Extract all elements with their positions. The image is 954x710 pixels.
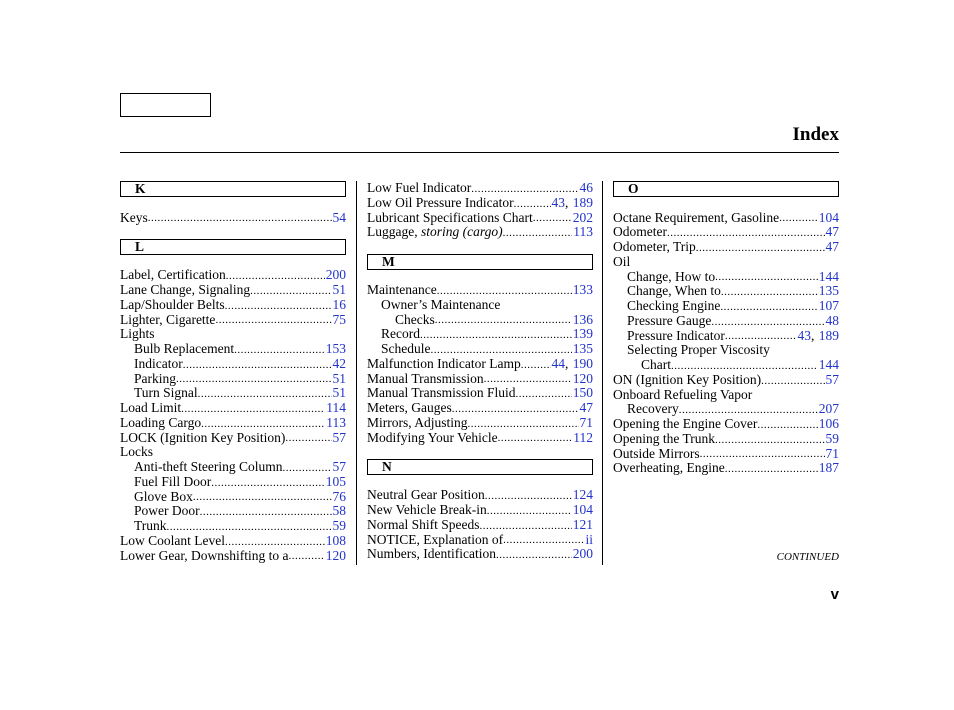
- page-link[interactable]: 133: [572, 282, 593, 297]
- page-link[interactable]: 104: [818, 209, 839, 225]
- page-link[interactable]: 76: [332, 488, 346, 504]
- page-link[interactable]: 104: [572, 502, 593, 517]
- index-entry[interactable]: Odometer, Trip ..... 47: [613, 240, 839, 255]
- page-link[interactable]: 43: [551, 194, 565, 210]
- index-entry[interactable]: Maintenance ..... 133: [367, 283, 593, 298]
- index-entry[interactable]: Lighter, Cigarette ..... 75: [120, 313, 346, 328]
- index-entry[interactable]: LOCK (Ignition Key Position) ..... 57: [120, 431, 346, 446]
- index-subentry[interactable]: Bulb Replacement ..... 153: [120, 342, 346, 357]
- letter-header-l: L: [120, 239, 346, 255]
- page-link[interactable]: 106: [818, 416, 839, 431]
- index-group-label: Lights: [120, 326, 155, 342]
- page-link[interactable]: 150: [572, 385, 593, 401]
- index-entry[interactable]: Overheating, Engine ..... 187: [613, 461, 839, 476]
- page-link[interactable]: 112: [573, 429, 593, 445]
- index-subentry[interactable]: Record ..... 139: [367, 327, 593, 342]
- index-entry[interactable]: Lap/Shoulder Belts ..... 16: [120, 298, 346, 313]
- index-entry[interactable]: Octane Requirement, Gasoline ..... 104: [613, 211, 839, 226]
- page-link[interactable]: 48: [825, 312, 839, 328]
- page-link[interactable]: 16: [332, 296, 346, 312]
- index-entry[interactable]: Manual Transmission ..... 120: [367, 372, 593, 387]
- column-divider-1: [356, 181, 357, 565]
- index-group-label: Onboard Refueling Vapor: [613, 386, 753, 402]
- index-subentry[interactable]: Glove Box ..... 76: [120, 490, 346, 505]
- index-column-2: [367, 181, 593, 562]
- index-entry[interactable]: Keys ..... 54: [120, 211, 346, 226]
- page-link[interactable]: 43: [797, 327, 811, 343]
- index-entry[interactable]: Low Coolant Level ..... 108: [120, 534, 346, 549]
- letter-header-n: N: [367, 459, 593, 475]
- header-rule: [120, 152, 839, 153]
- index-subentry[interactable]: Change, How to ..... 144: [613, 270, 839, 285]
- index-subentry[interactable]: Indicator ..... 42: [120, 357, 346, 372]
- page-link[interactable]: 114: [326, 400, 346, 415]
- page-link[interactable]: 57: [825, 371, 839, 387]
- page-link[interactable]: 44: [551, 355, 565, 371]
- index-subentry[interactable]: Checks ..... 136: [367, 313, 593, 328]
- page-link[interactable]: 124: [572, 487, 593, 503]
- page-link[interactable]: 153: [325, 341, 346, 356]
- page-link[interactable]: 190: [572, 355, 593, 371]
- page-link[interactable]: 57: [332, 459, 346, 474]
- index-entry[interactable]: Lower Gear, Downshifting to a ..... 120: [120, 549, 346, 564]
- page-link[interactable]: 59: [825, 430, 839, 446]
- index-subentry[interactable]: Checking Engine ..... 107: [613, 299, 839, 314]
- page-link[interactable]: 51: [332, 385, 346, 401]
- index-column-3: [613, 181, 839, 476]
- page-link[interactable]: 107: [818, 298, 839, 313]
- index-entry[interactable]: Odometer ..... 47: [613, 225, 839, 240]
- page-link[interactable]: 108: [325, 532, 346, 548]
- page-link[interactable]: 139: [572, 326, 593, 342]
- index-entry[interactable]: Lane Change, Signaling ..... 51: [120, 283, 346, 298]
- index-entry[interactable]: ON (Ignition Key Position) ..... 57: [613, 373, 839, 388]
- continued-note: CONTINUED: [776, 551, 839, 563]
- index-group-label: Locks: [120, 444, 153, 460]
- index-entry[interactable]: Lubricant Specifications Chart ..... 202: [367, 211, 593, 226]
- index-entry[interactable]: Manual Transmission Fluid ..... 150: [367, 386, 593, 401]
- index-subentry[interactable]: Turn Signal ..... 51: [120, 386, 346, 401]
- section-tab-box: [120, 93, 211, 117]
- page-link[interactable]: 59: [332, 518, 346, 533]
- index-entry[interactable]: Neutral Gear Position ..... 124: [367, 488, 593, 503]
- index-entry[interactable]: Load Limit ..... 114: [120, 401, 346, 416]
- index-entry[interactable]: Loading Cargo ..... 113: [120, 416, 346, 431]
- page-link[interactable]: 51: [332, 282, 346, 297]
- index-subentry[interactable]: Power Door ..... 58: [120, 504, 346, 519]
- index-entry[interactable]: Low Oil Pressure Indicator ..... 43 , 189: [367, 196, 593, 211]
- letter-header-k: K: [120, 181, 346, 197]
- page-link[interactable]: 75: [332, 311, 346, 327]
- index-subentry[interactable]: Schedule ..... 135: [367, 342, 593, 357]
- page-link[interactable]: 136: [572, 311, 593, 327]
- page-link[interactable]: ii: [585, 531, 593, 547]
- index-column-1: [120, 181, 346, 563]
- page-link[interactable]: 113: [573, 224, 593, 240]
- page-link[interactable]: 57: [332, 429, 346, 445]
- column-divider-2: [602, 181, 603, 565]
- page-link[interactable]: 71: [825, 445, 839, 461]
- page-title: Index: [792, 124, 839, 145]
- index-entry[interactable]: New Vehicle Break-in ..... 104: [367, 503, 593, 518]
- index-entry[interactable]: Opening the Engine Cover ..... 106: [613, 417, 839, 432]
- page-link[interactable]: 46: [579, 180, 593, 195]
- index-entry[interactable]: Label, Certification ..... 200: [120, 268, 346, 283]
- page-link[interactable]: 47: [825, 224, 839, 240]
- index-subentry[interactable]: Recovery ..... 207: [613, 402, 839, 417]
- index-subentry[interactable]: Anti-theft Steering Column ..... 57: [120, 460, 346, 475]
- page-link[interactable]: 207: [818, 401, 839, 417]
- index-entry[interactable]: Numbers, Identification ..... 200: [367, 547, 593, 562]
- index-subentry[interactable]: Pressure Indicator ..... 43 , 189: [613, 329, 839, 344]
- index-group-label: Selecting Proper Viscosity: [627, 342, 770, 358]
- index-entry[interactable]: Outside Mirrors ..... 71: [613, 447, 839, 462]
- index-entry[interactable]: Opening the Trunk ..... 59: [613, 432, 839, 447]
- page-link[interactable]: 144: [818, 268, 839, 284]
- page-link[interactable]: 200: [572, 546, 593, 562]
- index-subentry[interactable]: Chart ..... 144: [613, 358, 839, 373]
- page-link[interactable]: 200: [325, 267, 346, 283]
- page-link[interactable]: 189: [818, 327, 839, 343]
- page-link[interactable]: 105: [325, 473, 346, 489]
- index-entry[interactable]: Malfunction Indicator Lamp ..... 44 , 190: [367, 357, 593, 372]
- index-subentry[interactable]: Trunk ..... 59: [120, 519, 346, 534]
- page-link[interactable]: 47: [579, 400, 593, 415]
- page-number: v: [830, 586, 839, 603]
- page-link[interactable]: 71: [579, 414, 593, 430]
- index-entry[interactable]: Normal Shift Speeds ..... 121: [367, 518, 593, 533]
- index-entry[interactable]: Luggage, storing (cargo) ..... 113: [367, 225, 593, 240]
- page-link[interactable]: 120: [325, 547, 346, 563]
- index-entry[interactable]: Modifying Your Vehicle ..... 112: [367, 431, 593, 446]
- index-subentry[interactable]: Fuel Fill Door ..... 105: [120, 475, 346, 490]
- page-link[interactable]: 202: [572, 209, 593, 225]
- page-link[interactable]: 144: [818, 357, 839, 372]
- letter-header-o: O: [613, 181, 839, 197]
- page-link[interactable]: 113: [326, 414, 346, 430]
- page-link[interactable]: 54: [332, 209, 346, 225]
- page-link[interactable]: 121: [572, 516, 593, 532]
- index-group-label: Owner’s Maintenance: [381, 296, 501, 312]
- index-subentry[interactable]: Change, When to ..... 135: [613, 284, 839, 299]
- page-link[interactable]: 187: [818, 460, 839, 476]
- index-subentry[interactable]: Parking ..... 51: [120, 372, 346, 387]
- page-link[interactable]: 58: [332, 503, 346, 519]
- index-entry[interactable]: Mirrors, Adjusting ..... 71: [367, 416, 593, 431]
- page-link[interactable]: 120: [572, 370, 593, 386]
- index-subentry[interactable]: Pressure Gauge ..... 48: [613, 314, 839, 329]
- page-link[interactable]: 189: [572, 194, 593, 210]
- index-group-label: Oil: [613, 253, 631, 269]
- index-entry[interactable]: Meters, Gauges ..... 47: [367, 401, 593, 416]
- page-link[interactable]: 47: [825, 239, 839, 254]
- page-link[interactable]: 51: [332, 370, 346, 386]
- letter-header-m: M: [367, 254, 593, 270]
- page-link[interactable]: 135: [818, 283, 839, 299]
- page-link[interactable]: 42: [332, 355, 346, 371]
- index-entry[interactable]: Low Fuel Indicator ..... 46: [367, 181, 593, 196]
- page-link[interactable]: 135: [572, 341, 593, 356]
- index-entry[interactable]: NOTICE, Explanation of ..... ii: [367, 533, 593, 548]
